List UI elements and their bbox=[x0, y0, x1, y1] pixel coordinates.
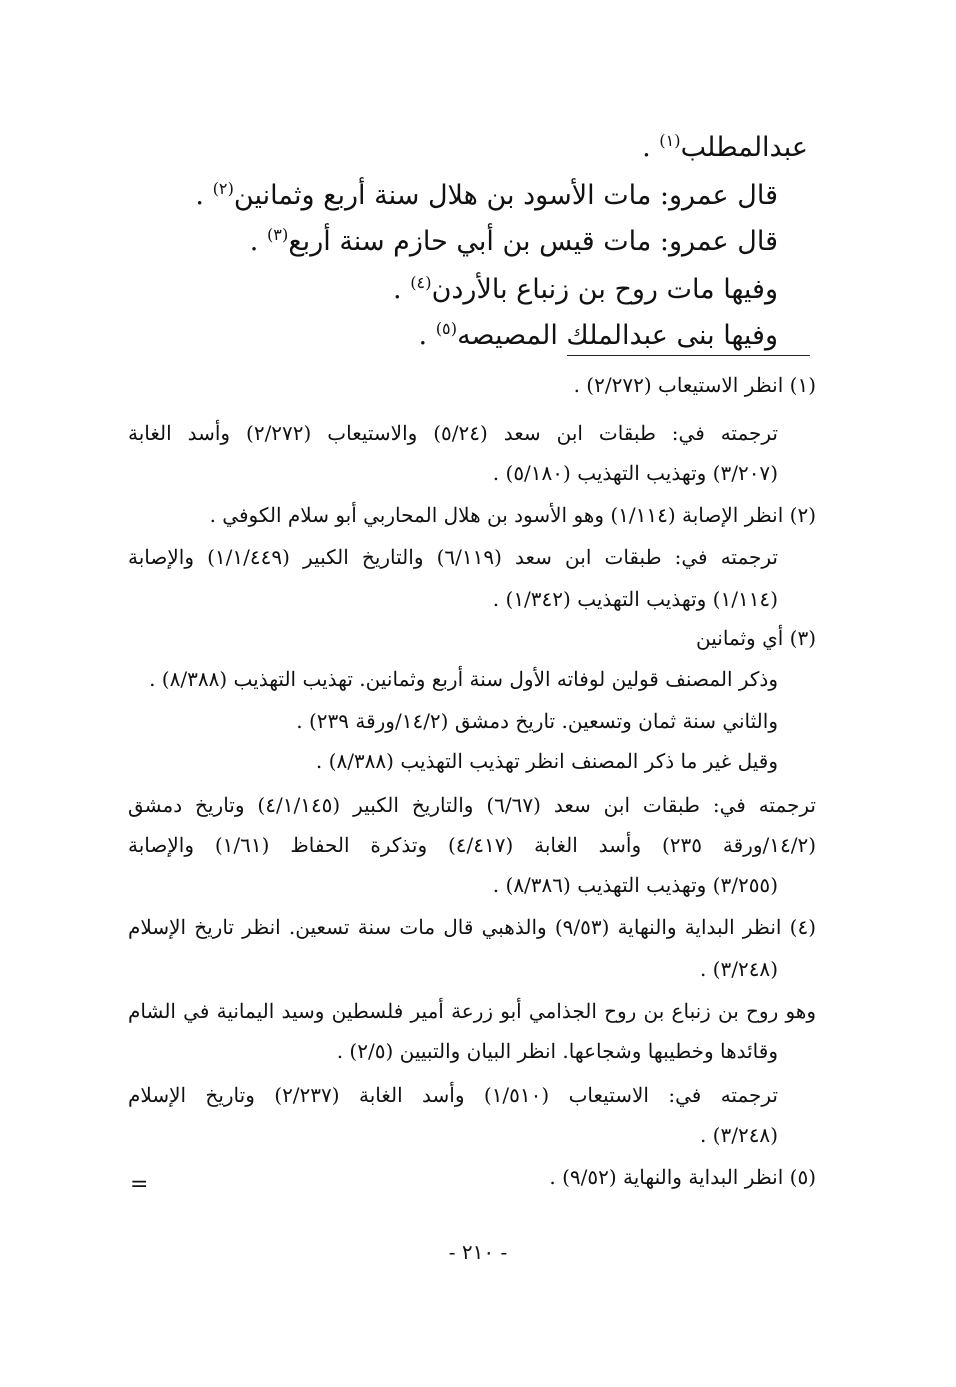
footnote-4-line-3: وهو روح بن زنباع بن روح الجذامي أبو زرعة أمير فلسطين وسيد اليمانية في الشام bbox=[128, 999, 816, 1023]
footnote-4-line-1: (٤) انظر البداية والنهاية (٩/٥٣) والذهبي قال مات سنة تسعين. انظر تاريخ الإسلام bbox=[128, 915, 816, 939]
main-text-span: وفيها بنى عبدالملك المصيصه bbox=[457, 320, 778, 351]
continuation-mark: = bbox=[130, 1172, 149, 1197]
main-text-span: قال عمرو: مات قيس بن أبي حازم سنة أربع bbox=[288, 226, 778, 257]
main-text-span: . bbox=[249, 226, 267, 257]
main-text-line-3 bbox=[250, 222, 956, 262]
footnote-4-line-6: (٣/٢٤٨) . bbox=[699, 1123, 778, 1147]
footnote-4-line-4: وقائدها وخطيبها وشجاعها. انظر البيان والتبيين (٢/٥) . bbox=[336, 1039, 778, 1063]
footnote-3-line-7: (٣/٢٥٥) وتهذيب التهذيب (٨/٣٨٦) . bbox=[492, 873, 778, 897]
footnote-3-line-4: وقيل غير ما ذكر المصنف انظر تهذيب التهذيب (٨/٣٨٨) . bbox=[315, 749, 778, 773]
footnote-1-line-2: ترجمته في: طبقات ابن سعد (٥/٢٤) والاستيعاب (٢/٢٧٢) وأسد الغابة bbox=[128, 421, 778, 445]
footnote-1-line-3: (٣/٢٠٧) وتهذيب التهذيب (٥/١٨٠) . bbox=[492, 461, 778, 485]
footnote-4-line-2: (٣/٢٤٨) . bbox=[699, 957, 778, 981]
footnote-5-line-1: (٥) انظر البداية والنهاية (٩/٥٢) . bbox=[549, 1165, 816, 1189]
footnote-2-line-2: ترجمته في: طبقات ابن سعد (٦/١١٩) والتاريخ الكبير (١/١/٤٤٩) والإصابة bbox=[128, 545, 778, 569]
main-text-line-2 bbox=[195, 176, 956, 216]
footnote-3-line-3: والثاني سنة ثمان وتسعين. تاريخ دمشق (١٤/٢/ورقة ٢٣٩) . bbox=[296, 709, 778, 733]
footnote-3-line-2: وذكر المصنف قولين لوفاته الأول سنة أربع وثمانين. تهذيب التهذيب (٨/٣٨٨) . bbox=[149, 667, 778, 691]
footnote-2-line-3: (١/١١٤) وتهذيب التهذيب (١/٣٤٢) . bbox=[492, 587, 778, 611]
main-text-span: . bbox=[393, 274, 411, 305]
footnote-3-line-1: (٣) أي وثمانين bbox=[696, 626, 816, 650]
page-number: - ٢١٠ - bbox=[448, 1240, 508, 1264]
footnote-1-line-1: (١) انظر الاستيعاب (٢/٢٧٢) . bbox=[573, 373, 816, 397]
footnote-ref-3: (٣) bbox=[266, 225, 289, 244]
main-text-span: عبدالمطلب bbox=[680, 132, 808, 163]
footnote-ref-2: (٢) bbox=[212, 179, 234, 198]
footnote-ref-5: (٥) bbox=[435, 319, 458, 338]
main-text-line-5 bbox=[419, 316, 956, 356]
footnote-ref-1: (١) bbox=[659, 131, 681, 150]
main-text-span: . bbox=[642, 132, 660, 163]
main-text-span: قال عمرو: مات الأسود بن هلال سنة أربع وثمانين bbox=[233, 180, 778, 211]
footnote-ref-4: (٤) bbox=[410, 273, 432, 292]
footnote-divider bbox=[567, 355, 810, 356]
main-text-line-1 bbox=[642, 128, 956, 168]
footnote-3-line-5: ترجمته في: طبقات ابن سعد (٦/٦٧) والتاريخ الكبير (٤/١/١٤٥) وتاريخ دمشق bbox=[128, 793, 816, 817]
footnote-4-line-5: ترجمته في: الاستيعاب (١/٥١٠) وأسد الغابة (٢/٢٣٧) وتاريخ الإسلام bbox=[128, 1083, 778, 1107]
main-text-span: . bbox=[195, 180, 213, 211]
main-text-span: . bbox=[418, 320, 436, 351]
main-text-span: وفيها مات روح بن زنباع بالأردن bbox=[431, 274, 778, 305]
main-text-line-4 bbox=[393, 270, 956, 310]
footnote-2-line-1: (٢) انظر الإصابة (١/١١٤) وهو الأسود بن هلال المحاربي أبو سلام الكوفي . bbox=[209, 503, 816, 527]
footnote-3-line-6: (١٤/٢/ورقة ٢٣٥) وأسد الغابة (٤/٤١٧) وتذكرة الحفاظ (١/٦١) والإصابة bbox=[128, 833, 816, 857]
